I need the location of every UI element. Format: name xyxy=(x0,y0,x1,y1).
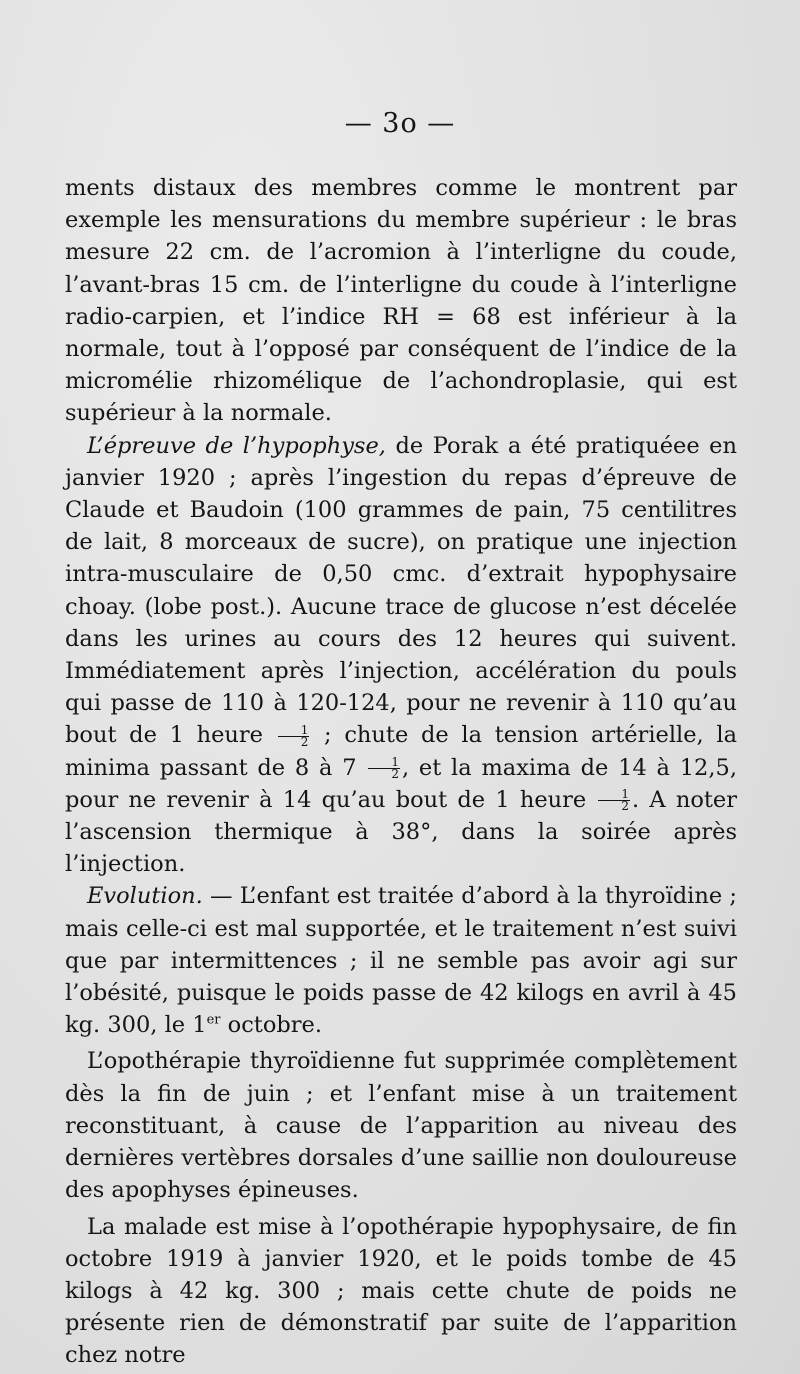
paragraph-2-text-c: , et la maxima de 14 à 12,5, pour ne revenir à 14 qu’au bout de 1 heure xyxy=(65,754,737,813)
page-number: — 3o — xyxy=(344,108,456,139)
fraction-half: $\frac{1}{2}$ xyxy=(278,725,310,748)
paragraph-2-text-d: . A noter l’ascension thermique à 38°, dans la soirée après l’injection. xyxy=(65,786,737,878)
paragraph-3 xyxy=(65,880,737,1041)
paragraph-3-text-b: octobre. xyxy=(220,1012,323,1039)
fraction-half: $\frac{1}{2}$ xyxy=(368,757,400,780)
paragraph-2-text-a: de Porak a été pratiquéee en janvier 1920 ; après l’ingestion du repas d’épreuve de Claude et Baudoin (100 grammes de pain, 75 centilitres de lait, 8 morceaux de sucre), on pratique une injection intra-musculaire de 0,50 cmc. d’extrait hypophysaire choay. (lobe post.). Aucune trace de glucose n’est décelée dans les urines au cours des 12 heures qui suivent. Immédiatement après l’injection, accélération du pouls qui passe de 110 à 120-124, pour ne revenir à 110 qu’au bout de 1 heure xyxy=(65,432,737,749)
paragraph-2 xyxy=(65,430,737,881)
paragraph-2-text-b: ; chute de la tension artérielle, la minima passant de 8 à 7 xyxy=(65,722,737,781)
body-text xyxy=(65,172,737,1372)
italic-heading-evolution: Evolution. xyxy=(87,883,203,910)
paragraph-3-text-a: — L’enfant est traitée d’abord à la thyroïdine ; mais celle-ci est mal supportée, et le traitement n’est suivi que par intermittences ; il ne semble pas avoir agi sur l’obésité, puisque le poids passe de 42 kilogs en avril à 45 kg. 300, le 1 xyxy=(65,883,737,1039)
paragraph-5: La malade est mise à l’opothérapie hypophysaire, de fin octobre 1919 à janvier 1920, et le poids tombe de 45 kilogs à 42 kg. 300 ; mais cette chute de poids ne présente rien de démonstratif par suite de l’apparition chez notre xyxy=(65,1213,737,1369)
paragraph-4: L’opothérapie thyroïdienne fut supprimée complètement dès la fin de juin ; et l’enfant mise à un traitement reconstituant, à cause de l’apparition au niveau des dernières vertèbres dorsales d’une saillie non douloureuse des apophyses épineuses. xyxy=(65,1048,737,1204)
italic-heading-epreuve: L’épreuve de l’hypophyse, xyxy=(87,432,386,459)
superscript-er: er xyxy=(206,1012,221,1028)
fraction-half: $\frac{1}{2}$ xyxy=(598,789,630,812)
paragraph-1: ments distaux des membres comme le montrent par exemple les mensurations du membre supérieur : le bras mesure 22 cm. de l’acromion à l’interligne du coude, l’avant-bras 15 cm. de l’interligne du coude à l’interligne radio-carpien, et l’indice RH = 68 est inférieur à la normale, tout à l’opposé par conséquent de l’indice de la micromélie rhizomélique de l’achondroplasie, qui est supérieur à la normale. xyxy=(65,175,737,427)
